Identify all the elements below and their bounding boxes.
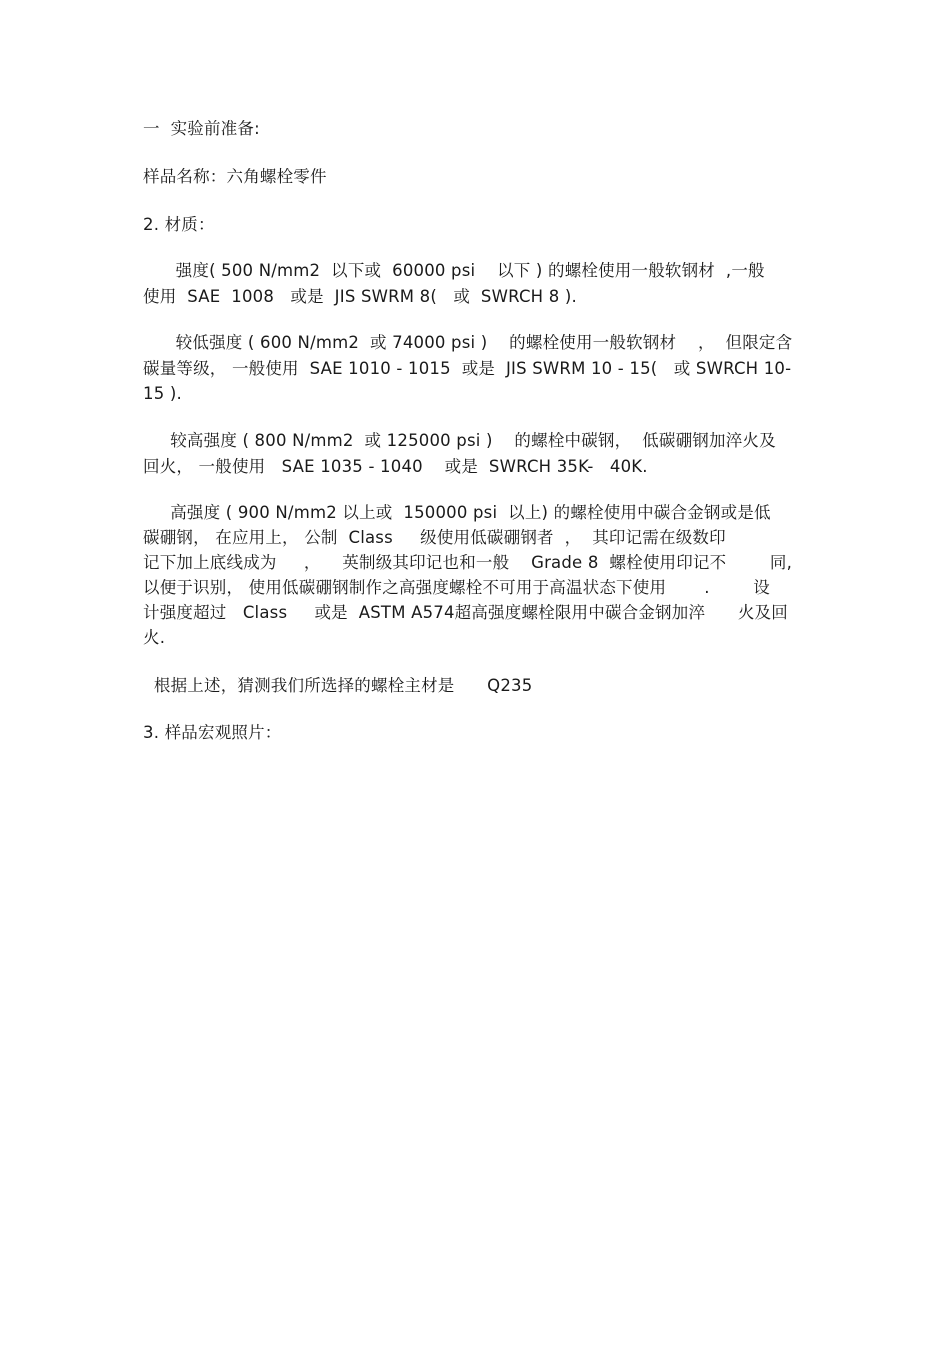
conclusion-line: 根据上述，猜测我们所选择的螺栓主材是 Q235: [143, 676, 533, 695]
paragraph-high-strength-line-5: 计强度超过 Class 或是 ASTM A574超高强度螺栓限用中碳合金钢加淬 火及回: [143, 603, 788, 622]
paragraph-high-strength-line-1: 高强度 ( 900 N/mm2 以上或 150000 psi 以上) 的螺栓使用中碳合金钢或是低: [143, 503, 771, 522]
paragraph-low-strength-line-3: 15 ).: [143, 384, 182, 403]
material-heading: 2. 材质：: [143, 215, 215, 234]
paragraph-strength-line-1: 强度( 500 N/mm2 以下或 60000 psi 以下 ) 的螺栓使用一般软钢材 ,一般: [143, 261, 765, 280]
paragraph-low-strength-line-2: 碳量等级， 一般使用 SAE 1010 - 1015 或是 JIS SWRM 10 - 15( 或 SWRCH 10-: [143, 359, 792, 378]
paragraph-higher-strength-line-1: 较高强度 ( 800 N/mm2 或 125000 psi ) 的螺栓中碳钢， 低碳硼钢加淬火及: [143, 431, 776, 450]
paragraph-high-strength-line-2: 碳硼钢， 在应用上， 公制 Class 级使用低碳硼钢者 ， 其印记需在级数印: [143, 528, 726, 547]
sample-name-line: 样品名称：六角螺栓零件: [143, 167, 327, 186]
section-heading-preparation: 一 实验前准备:: [143, 119, 260, 138]
paragraph-strength-line-2: 使用 SAE 1008 或是 JIS SWRM 8( 或 SWRCH 8 ).: [143, 287, 577, 306]
paragraph-low-strength-line-1: 较低强度 ( 600 N/mm2 或 74000 psi ) 的螺栓使用一般软钢材 ， 但限定含: [143, 333, 793, 352]
paragraph-high-strength-line-6: 火.: [143, 628, 166, 647]
photo-heading: 3. 样品宏观照片：: [143, 723, 282, 742]
paragraph-high-strength-line-4: 以便于识别， 使用低碳硼钢制作之高强度螺栓不可用于高温状态下使用 . 设: [143, 578, 770, 597]
paragraph-high-strength-line-3: 记下加上底线成为 ， 英制级其印记也和一般 Grade 8 螺栓使用印记不 同,: [143, 553, 793, 572]
paragraph-higher-strength-line-2: 回火， 一般使用 SAE 1035 - 1040 或是 SWRCH 35K- 40K.: [143, 457, 648, 476]
